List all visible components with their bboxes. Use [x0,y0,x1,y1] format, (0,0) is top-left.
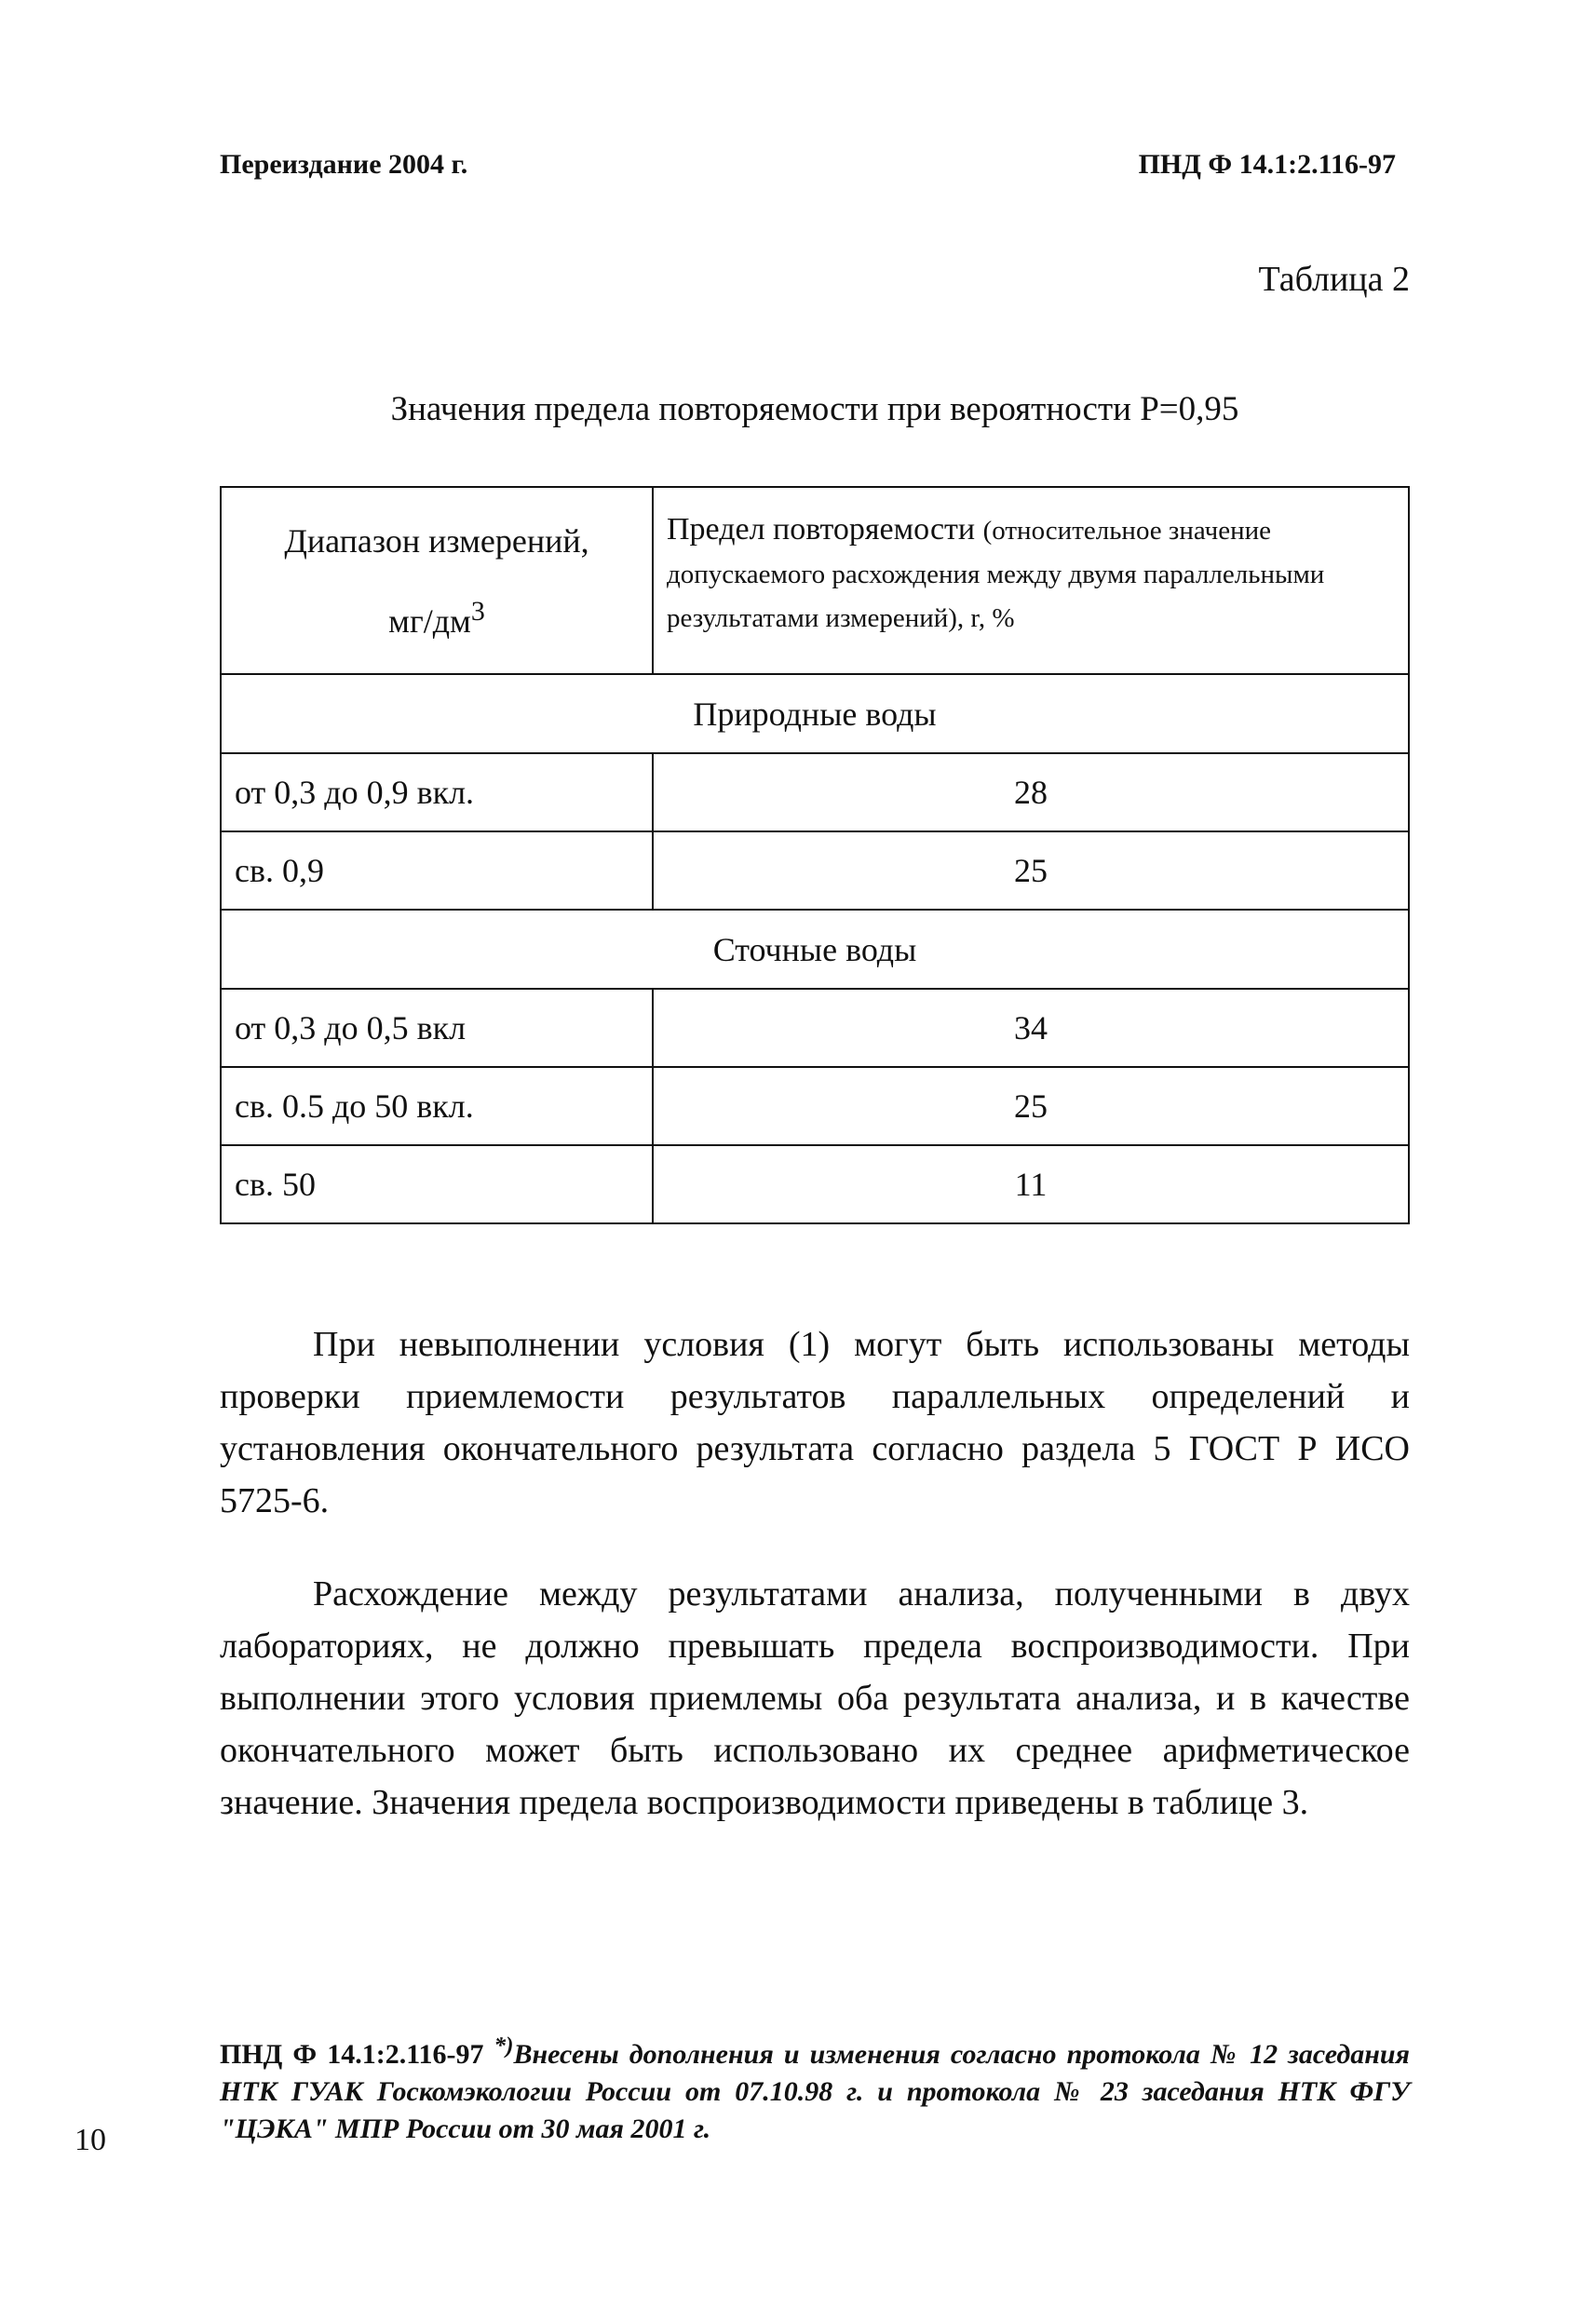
paragraph-acceptability: При невыполнении условия (1) могут быть использованы методы проверки приемлемости результатов параллельных определений и установления окончательного результата согласно раздела 5 ГОСТ Р ИСО 5725-6. [220,1325,1410,1520]
limit-value-cell: 25 [653,831,1409,910]
table-row [221,753,1409,831]
range-cell: св. 0,9 [221,831,653,910]
table-row [221,1067,1409,1145]
table-row [221,1145,1409,1223]
limit-value-cell: 34 [653,989,1409,1067]
table-row [221,989,1409,1067]
limit-value-cell: 25 [653,1067,1409,1145]
header-cell-limit [653,487,1409,674]
limit-value-cell: 11 [653,1145,1409,1223]
header-edition: Переиздание 2004 г. [220,149,468,180]
paragraph-reproducibility: Расхождение между результатами анализа, полученными в двух лабораториях, не должно превышать предела воспроизводимости. При выполнении этого условия приемлемы оба результата анализа, и в качестве окончательного может быть использовано их среднее арифметическое значение. Значения предела воспроизводимости приведены в таблице 3. [220,1574,1410,1822]
group-title-natural-water: Природные воды [221,674,1409,753]
footnote-code: ПНД Ф 14.1:2.116-97 [220,2039,484,2070]
header-range-label: Диапазон измерений, [284,521,589,560]
header-limit-detail: (относительное значение допускаемого расхождения между двумя параллельными результатами измерений), r, % [667,516,1325,633]
table-row [221,831,1409,910]
footnote-marker: *) [494,2033,514,2059]
group-row [221,674,1409,753]
range-cell: св. 50 [221,1145,653,1223]
header-limit-label: Предел повторяемости [667,512,976,547]
header-cell-range [221,487,653,674]
group-row [221,910,1409,989]
group-title-waste-water: Сточные воды [221,910,1409,989]
range-cell: от 0,3 до 0,9 вкл. [221,753,653,831]
table-caption: Значения предела повторяемости при вероятности Р=0,95 [390,390,1239,428]
table-label: Таблица 2 [1258,260,1410,299]
limit-value-cell: 28 [653,753,1409,831]
table-header-row [221,487,1409,674]
range-cell: св. 0.5 до 50 вкл. [221,1067,653,1145]
header-document-code: ПНД Ф 14.1:2.116-97 [1138,149,1396,180]
header-range-unit-sup: 3 [470,595,485,627]
range-cell: от 0,3 до 0,5 вкл [221,989,653,1067]
page-number: 10 [74,2123,106,2157]
repeatability-table [220,486,1410,1224]
footnote-text: Внесены дополнения и изменения согласно протокола № 12 заседания НТК ГУАК Госкомэкологии России от 07.10.98 г. и протокола № 23 заседания НТК ФГУ "ЦЭКА" МПР России от 30 мая 2001 г. [220,2039,1411,2144]
footnote [220,2028,1410,2148]
header-range-unit: мг/дм [388,601,471,640]
